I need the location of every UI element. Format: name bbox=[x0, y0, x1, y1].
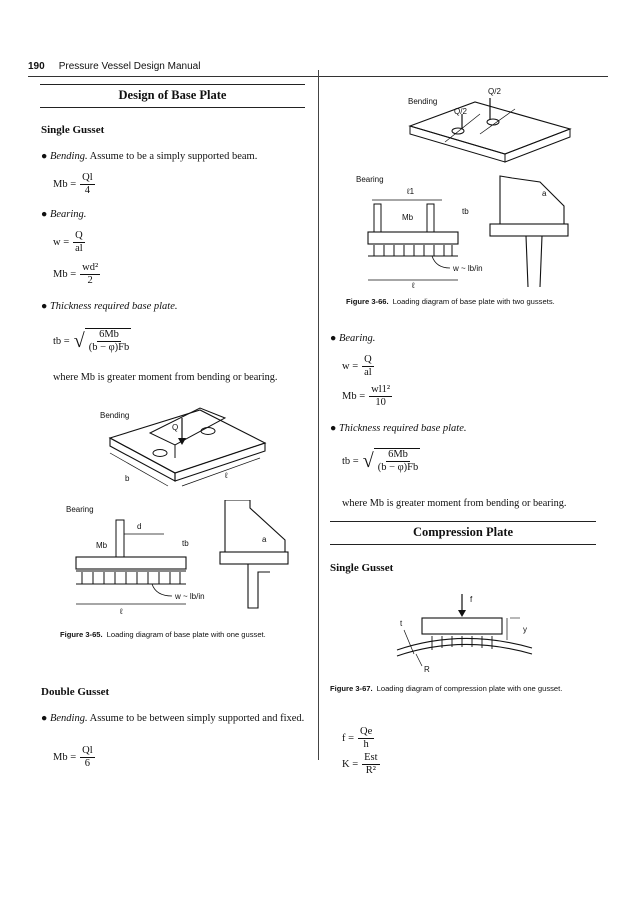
bullet-bearing-right: ● Bearing. bbox=[330, 333, 376, 344]
subhead-double-gusset: Double Gusset bbox=[41, 686, 110, 698]
eq-den: (b − φ)Fb bbox=[377, 462, 419, 473]
eq-den: 4 bbox=[84, 185, 91, 196]
book-title: Pressure Vessel Design Manual bbox=[58, 61, 201, 72]
equation-k bbox=[342, 752, 380, 777]
thickness-label: Thickness required base plate. bbox=[338, 423, 467, 434]
equation-tb: tb = √ $\frac{6Mb}{(b - \varphi)Fb}$ bbox=[53, 329, 130, 353]
eq-den: h bbox=[363, 739, 369, 750]
label-tb: tb bbox=[182, 539, 189, 548]
eq-lhs: Mb = bbox=[53, 752, 77, 763]
caption-text: Loading diagram of base plate with two gussets. bbox=[392, 297, 555, 306]
label-bending: Bending bbox=[100, 411, 130, 420]
bullet-thickness-right: ● Thickness required base plate. bbox=[330, 423, 467, 434]
eq-den: R² bbox=[365, 765, 376, 776]
figure-3-66-bearing-diagram bbox=[352, 172, 582, 292]
eq-num: Est bbox=[364, 752, 378, 763]
eq-num: Ql bbox=[82, 745, 93, 756]
eq-lhs: Mb = bbox=[53, 179, 77, 190]
thickness-label: Thickness required base plate. bbox=[49, 301, 178, 312]
eq-num: Qe bbox=[360, 726, 373, 737]
section-title-compression-plate: Compression Plate bbox=[330, 521, 596, 545]
label-q: Q bbox=[172, 423, 179, 432]
equation-mb-bending bbox=[53, 172, 95, 197]
eq-num: wl1² bbox=[371, 384, 391, 395]
label-tb: tb bbox=[462, 207, 469, 216]
figure-3-67-diagram bbox=[392, 590, 542, 675]
where-text-left: where Mb is greater moment from bending or bearing. bbox=[53, 372, 278, 383]
caption-number: Figure 3-67. bbox=[330, 684, 373, 693]
figure-3-65-caption bbox=[60, 630, 266, 639]
label-bearing: Bearing bbox=[356, 175, 384, 184]
eq-lhs: tb = bbox=[342, 455, 359, 467]
bending-label: Bending. bbox=[49, 151, 88, 162]
bullet-bearing: ● Bearing. bbox=[41, 209, 87, 220]
eq-num: 6Mb bbox=[99, 329, 119, 340]
bending-text: Assume to be between simply supported and fixed. bbox=[89, 713, 305, 724]
eq-den: 10 bbox=[375, 397, 386, 408]
section-title-base-plate: Design of Base Plate bbox=[40, 84, 305, 108]
eq-lhs: w = bbox=[342, 361, 359, 372]
caption-text: Loading diagram of compression plate with one gusset. bbox=[376, 684, 563, 693]
label-l-span: ℓ bbox=[120, 607, 123, 616]
label-mb: Mb bbox=[96, 541, 108, 550]
eq-lhs: f = bbox=[342, 733, 355, 744]
bending-label: Bending. bbox=[49, 713, 88, 724]
bearing-label: Bearing. bbox=[49, 209, 87, 220]
eq-num: wd² bbox=[82, 262, 99, 273]
figure-3-65-bearing-diagram bbox=[60, 500, 300, 620]
subhead-single-gusset: Single Gusset bbox=[41, 124, 105, 136]
page-number: 190 bbox=[28, 61, 45, 72]
equation-w bbox=[53, 230, 85, 255]
label-w: w ~ lb/in bbox=[175, 592, 205, 601]
figure-3-66-caption bbox=[346, 297, 555, 306]
label-d: d bbox=[137, 522, 142, 531]
subhead-single-gusset-right: Single Gusset bbox=[330, 562, 394, 574]
label-l1: ℓ1 bbox=[407, 187, 415, 196]
eq-num: 6Mb bbox=[388, 449, 408, 460]
label-q2-mid: Q/2 bbox=[454, 107, 467, 116]
label-l: ℓ bbox=[225, 471, 228, 480]
figure-3-65-bending-diagram bbox=[90, 398, 280, 493]
eq-den: 2 bbox=[87, 275, 93, 286]
bullet-thickness: ● Thickness required base plate. bbox=[41, 301, 178, 312]
eq-lhs: w = bbox=[53, 237, 70, 248]
where-text-right: where Mb is greater moment from bending or bearing. bbox=[342, 498, 567, 509]
equation-f bbox=[342, 726, 374, 751]
label-y: y bbox=[523, 625, 527, 634]
eq-den: al bbox=[75, 243, 83, 254]
label-r: R bbox=[424, 665, 430, 674]
bullet-double-bending: ● Bending. Assume to be between simply supported and fixed. bbox=[41, 713, 305, 724]
bending-text: Assume to be a simply supported beam. bbox=[89, 151, 258, 162]
eq-lhs: Mb = bbox=[53, 269, 77, 280]
label-bending: Bending bbox=[408, 97, 438, 106]
eq-den: 6 bbox=[84, 758, 91, 769]
eq-den: (b − φ)Fb bbox=[88, 342, 130, 353]
eq-den: al bbox=[364, 367, 372, 378]
caption-text: Loading diagram of base plate with one gusset. bbox=[106, 630, 266, 639]
eq-num: Q bbox=[364, 354, 372, 365]
eq-num: Q bbox=[75, 230, 83, 241]
bullet-bending: ● Bending. Assume to be a simply supported beam. bbox=[41, 151, 258, 162]
label-f: f bbox=[470, 595, 473, 604]
label-bearing: Bearing bbox=[66, 505, 94, 514]
running-header bbox=[28, 61, 200, 72]
label-a: a bbox=[262, 535, 267, 544]
equation-tb-right: tb = √ $\frac{6Mb}{(b - \varphi)Fb}$ bbox=[342, 449, 419, 473]
eq-lhs: Mb = bbox=[342, 391, 366, 402]
label-a: a bbox=[542, 189, 547, 198]
label-mb: Mb bbox=[402, 213, 414, 222]
caption-number: Figure 3-65. bbox=[60, 630, 103, 639]
eq-lhs: K = bbox=[342, 759, 359, 770]
caption-number: Figure 3-66. bbox=[346, 297, 389, 306]
label-w: w ~ lb/in bbox=[453, 264, 483, 273]
column-divider bbox=[318, 70, 319, 760]
eq-lhs: tb = bbox=[53, 335, 70, 347]
label-b: b bbox=[125, 474, 130, 483]
eq-num: Ql bbox=[82, 172, 93, 183]
equation-w-right bbox=[342, 354, 374, 379]
label-l: ℓ bbox=[412, 281, 415, 290]
label-q2-top: Q/2 bbox=[488, 87, 501, 96]
bearing-label: Bearing. bbox=[338, 333, 376, 344]
equation-mb-double bbox=[53, 745, 95, 770]
equation-mb-bearing bbox=[53, 262, 100, 287]
equation-mb-right bbox=[342, 384, 392, 409]
figure-3-67-caption bbox=[330, 684, 562, 693]
figure-3-66-bending-diagram bbox=[400, 84, 580, 164]
label-t: t bbox=[400, 619, 403, 628]
